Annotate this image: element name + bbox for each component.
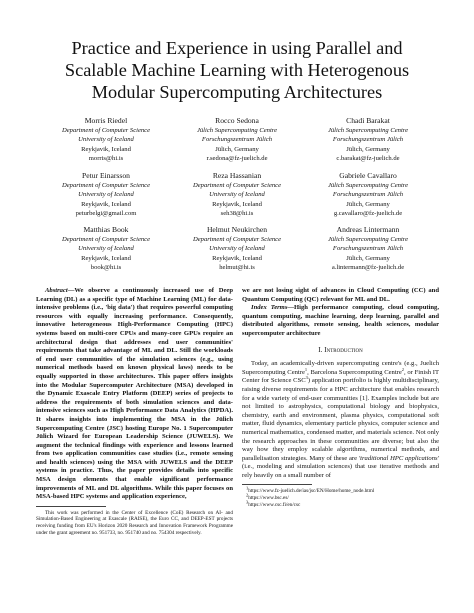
author-email: book@hi.is xyxy=(90,263,122,271)
author-affiliation: Department of Computer Science xyxy=(192,182,282,189)
intro-text: , Barcelona Supercomputing Centre xyxy=(307,368,402,376)
author-email: g.cavallaro@fz-juelich.de xyxy=(333,209,403,217)
title-line: Scalable Machine Learning with Heterogenous xyxy=(64,60,410,80)
author-email: morris@hi.is xyxy=(88,154,124,162)
author-affiliation: Department of Computer Science xyxy=(192,236,282,243)
footnote-number: 1 xyxy=(246,485,249,491)
author-block xyxy=(169,171,305,218)
author-affiliation: Department of Computer Science xyxy=(61,127,151,134)
section-heading: I. Introduction xyxy=(318,345,363,354)
intro-paragraph xyxy=(242,360,439,480)
index-terms-label: Index Terms xyxy=(251,304,288,312)
abstract-label: Abstract xyxy=(45,287,68,294)
index-terms xyxy=(242,304,439,338)
author-block xyxy=(38,171,174,218)
footnote-number: 3 xyxy=(246,499,249,505)
footnote-url[interactable]: https://www.csc.fi/en/csc xyxy=(248,502,301,509)
footnote-divider xyxy=(36,506,106,507)
footnote-mark: 2 xyxy=(401,366,404,372)
author-city: Reykjavik, Iceland xyxy=(81,200,131,208)
intro-text: ) application portfolio is highly multidisciplinary, raising diverse requirements for a HPC architecture that enables research for a wide variety of end-user communities [1]. Examples include but are not limited to astrophysics, computational biology and biophysics, chemistry, earth and environment, plasma physics, computational soft matter, fluid dynamics, elementary particle physics, computer science and numerical mathematics, condensed matter, and materials science. Not only the research approaches in these communities are diverse; but also the way how they employ scalable algorithms, numerical methods, and parallelisation strategies. Many of these are xyxy=(242,377,439,462)
footnote-mark: 1 xyxy=(304,366,308,372)
intro-emphasis: 'traditional HPC applications' xyxy=(358,454,440,462)
author-institution: University of Iceland xyxy=(209,245,265,253)
intro-text: (i.e., modeling and simulation sciences) that use iterative methods and rely heavily on a small number of xyxy=(242,463,439,479)
author-affiliation: Jülich Supercomputing Centre xyxy=(327,127,409,134)
title-line: Modular Supercomputing Architectures xyxy=(91,82,383,102)
author-block xyxy=(169,225,305,272)
abstract xyxy=(36,287,233,502)
author-email: r.sedona@fz-juelich.de xyxy=(206,154,268,162)
author-institution: Forschungszentrum Jülich xyxy=(201,136,273,144)
author-name: Andreas Lintermann xyxy=(336,225,400,234)
author-institution: Forschungszentrum Jülich xyxy=(332,191,404,199)
author-block xyxy=(300,116,436,163)
left-column xyxy=(36,287,233,536)
author-city: Jülich, Germany xyxy=(215,145,259,153)
author-city: Reykjavik, Iceland xyxy=(212,200,262,208)
author-affiliation: Jülich Supercomputing Centre xyxy=(196,127,278,134)
author-block xyxy=(300,225,436,272)
intro-text: , or Finish IT Center for Science CSC xyxy=(242,368,440,385)
footnote-mark: 3 xyxy=(305,375,308,381)
author-name: Reza Hassanian xyxy=(212,171,262,180)
right-column xyxy=(242,287,439,509)
author-name: Petur Einarsson xyxy=(82,171,130,180)
author-city: Jülich, Germany xyxy=(346,145,390,153)
author-name: Morris Riedel xyxy=(84,116,128,125)
author-city: Reykjavik, Iceland xyxy=(81,145,131,153)
author-block xyxy=(169,116,305,163)
abstract-continuation: we are not losing sight of advances in Cloud Computing (CC) and Quantum Computing (QC) relevant for ML and DL. xyxy=(242,287,439,303)
title-line: Practice and Experience in using Parallel and xyxy=(71,38,403,58)
author-institution: University of Iceland xyxy=(78,191,134,199)
author-block xyxy=(38,225,174,272)
abstract-text: —We observe a continuously increased use of Deep Learning (DL) as a specific type of Machine Learning (ML) for data-intensive problems (i.e., 'big data') that requires powerful computing resources with equally increasing performance. Consequently, innovative heterogeneous High-Performance Computing (HPC) systems based on multi-core CPUs and many-core GPUs require an architectural design that addresses end user communities' requirements that take advantage of ML and DL. Still the workloads of end user communities of the simulation sciences (e.g., using numerical methods based on known physical laws) needs to be equally supported in those architectures. This paper offers insights into the Modular Supercomputer Architecture (MSA) developed in the Dynamic Exascale Entry Platform (DEEP) series of projects to address the requirements of both simulation sciences and data-intensive sciences such as High Performance Data Analytics (HPDA). It shares insights into implementing the MSA in the Jülich Supercomputing Centre (JSC) hosting Europe No. 1 Supercomputer Jülich Wizard for European Leadership Science (JUWELS). We augment the technical findings with experience and lessons learned from two application communities case studies (i.e., remote sensing and health sciences) using the MSA with JUWELS and the DEEP systems in practice. Thus, the paper provides details into specific MSA design elements that enable significant performance improvements of ML and DL algorithms. While this paper focuses on MSA-based HPC systems and application experience, xyxy=(36,287,233,501)
author-name: Matthias Book xyxy=(83,225,129,234)
author-block xyxy=(300,171,436,218)
footnote-divider xyxy=(242,484,312,485)
author-institution: University of Iceland xyxy=(209,191,265,199)
author-email: a.lintermann@fz-juelich.de xyxy=(331,263,405,271)
author-name: Chadi Barakat xyxy=(346,116,390,125)
author-affiliation: Jülich Supercomputing Centre xyxy=(327,182,409,189)
author-affiliation: Department of Computer Science xyxy=(61,236,151,243)
footnote-url[interactable]: https://www.bsc.es/ xyxy=(248,495,289,502)
author-city: Jülich, Germany xyxy=(346,200,390,208)
author-email: c.barakat@fz-juelich.de xyxy=(336,154,400,162)
author-name: Helmut Neukirchen xyxy=(206,225,268,234)
author-block xyxy=(38,116,174,163)
author-city: Jülich, Germany xyxy=(346,254,390,262)
footnote-url[interactable]: https://www.fz-juelich.de/ias/jsc/EN/Home/home_node.html xyxy=(248,488,375,495)
funding-note: This work was performed in the Center of Excellence (CoE) Research on AI- and Simulation-Based Engineering at Exascale (RAISE), the Euro CC, and DEEP-EST projects receiving funding from EU's Horizon 2020 Research and Innovation Framework Programme under the grant agreement no. 951733, no. 951740 and no. 754304 respectively. xyxy=(36,509,233,536)
author-email: seh38@hi.is xyxy=(220,209,254,217)
author-email: peturbelgi@gmail.com xyxy=(75,209,137,217)
author-affiliation: Department of Computer Science xyxy=(61,182,151,189)
author-email: helmut@hi.is xyxy=(219,263,255,271)
author-name: Gabriele Cavallaro xyxy=(339,171,397,180)
author-city: Reykjavik, Iceland xyxy=(212,254,262,262)
intro-text: Today, an academically-driven supercomputing centre's (e.g., Juelich Supercomputing Centre xyxy=(242,360,439,376)
paper-title xyxy=(30,37,444,103)
author-name: Rocco Sedona xyxy=(215,116,259,125)
author-affiliation: Jülich Supercomputing Centre xyxy=(327,236,409,243)
footnote xyxy=(242,499,439,509)
author-institution: Forschungszentrum Jülich xyxy=(332,245,404,253)
author-institution: University of Iceland xyxy=(78,136,134,144)
footnote-number: 2 xyxy=(246,492,249,498)
author-institution: Forschungszentrum Jülich xyxy=(332,136,404,144)
author-city: Reykjavik, Iceland xyxy=(81,254,131,262)
index-terms-text: —High performance computing, cloud computing, quantum computing, machine learning, deep learning, parallel and distributed algorithms, remote sensing, health sciences, modular supercomputer architecture xyxy=(242,304,439,337)
author-institution: University of Iceland xyxy=(78,245,134,253)
